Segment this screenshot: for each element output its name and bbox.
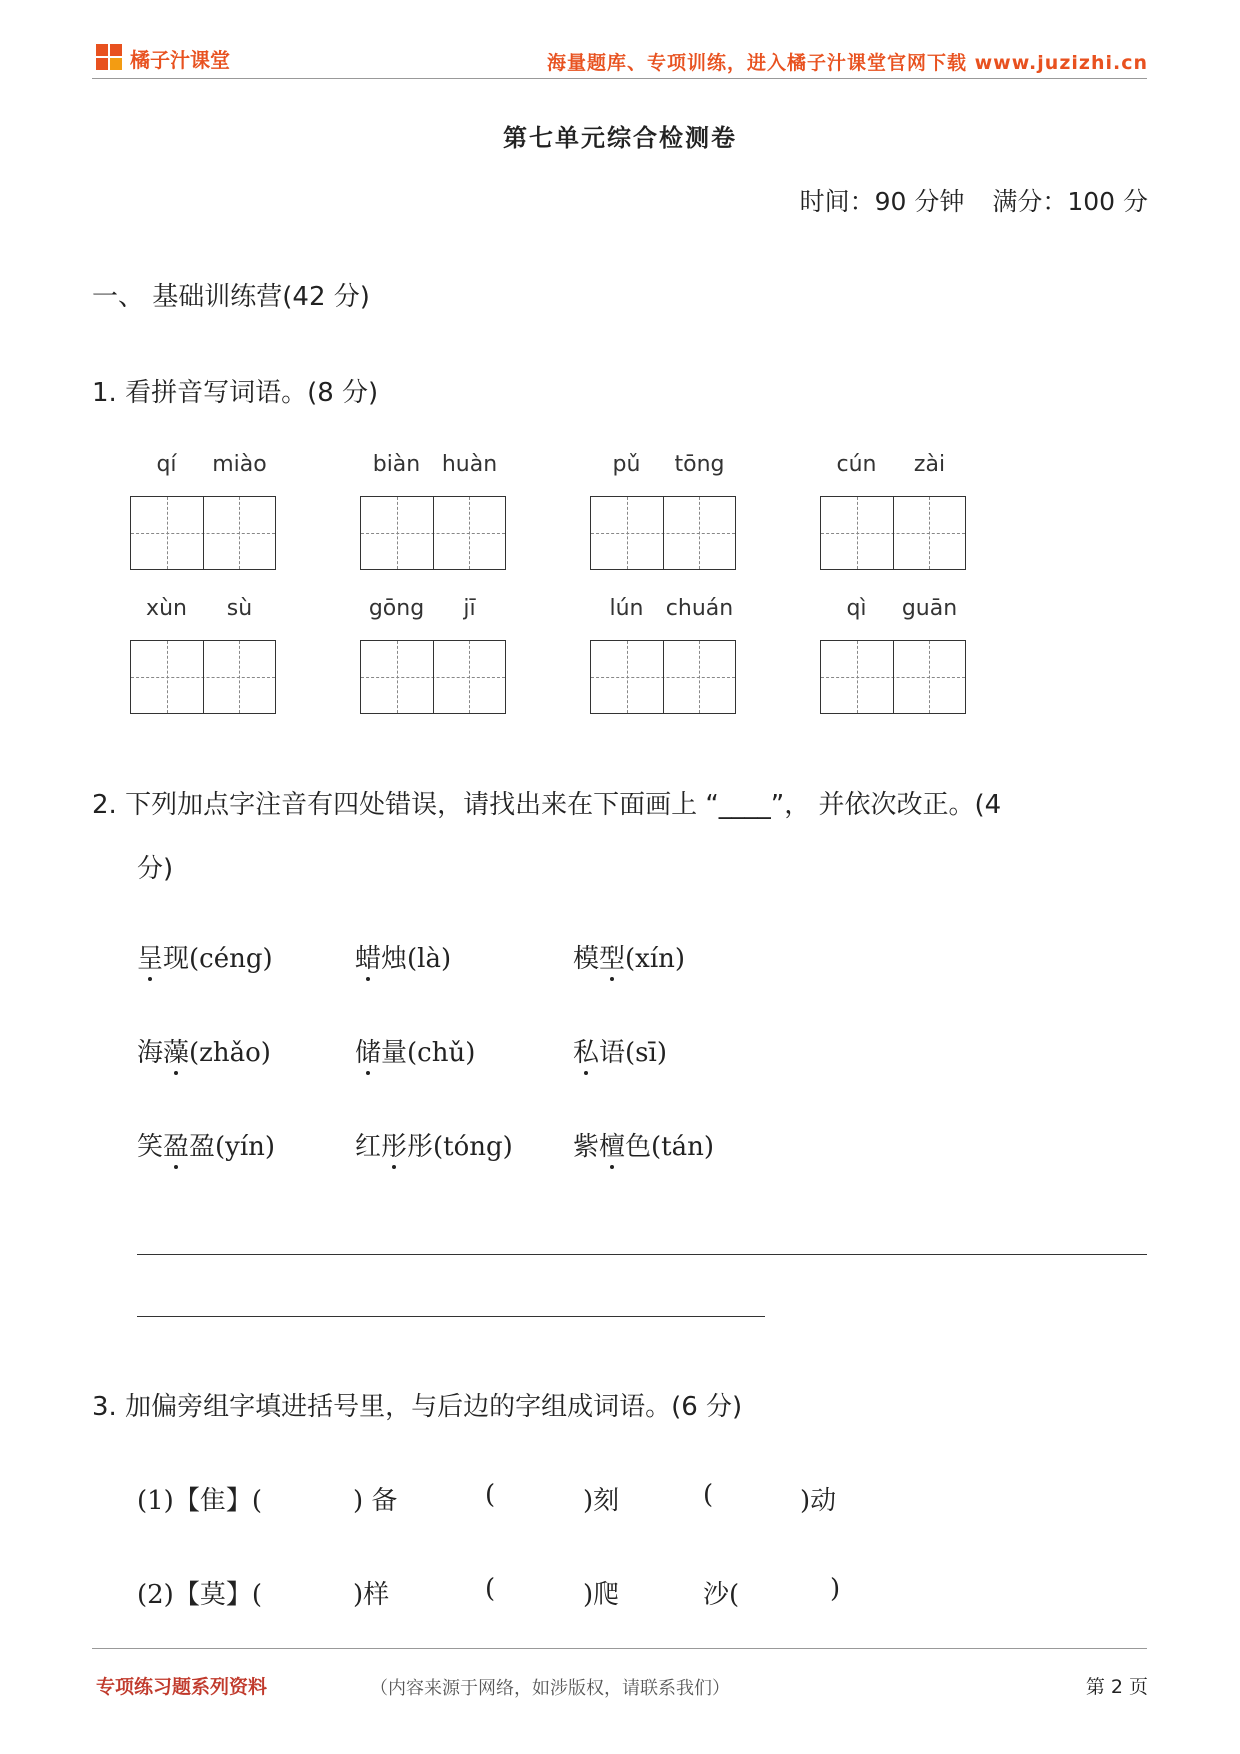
pinyin-check-item[interactable]	[137, 1032, 271, 1069]
item-text-post: 盈(yín)	[189, 1132, 276, 1162]
pinyin-syllable: qì	[846, 596, 867, 621]
pinyin-syllable: pǔ	[612, 452, 641, 477]
exam-score: 满分：100 分	[992, 187, 1148, 216]
dotted-char: 呈	[137, 938, 163, 975]
item-text-post: 语(sī)	[599, 1038, 667, 1068]
pinyin-syllable: biàn	[372, 452, 421, 477]
q3-row-2-b: (	[485, 1574, 496, 1604]
q3-row-1-e: )动	[800, 1486, 837, 1516]
dotted-char: 型	[599, 938, 625, 975]
footer-rule	[92, 1648, 1147, 1649]
dotted-char: 盈	[163, 1126, 189, 1163]
pinyin-check-item[interactable]	[355, 1126, 513, 1163]
pinyin-syllable: jī	[463, 596, 476, 621]
pinyin-check-item[interactable]	[573, 1126, 714, 1163]
q3-row-1-a: ) 备	[353, 1486, 398, 1516]
exam-time: 时间：90 分钟	[799, 187, 965, 216]
header-ad[interactable]: 海量题库、专项训练，进入橘子汁课堂官网下载 www.juzizhi.cn	[547, 52, 1148, 74]
question-3: 3. 加偏旁组字填进括号里，与后边的字组成词语。(6 分)	[92, 1392, 743, 1422]
item-text-pre: 红	[355, 1132, 382, 1162]
pinyin-syllable: sù	[226, 596, 253, 621]
pinyin-syllable: tōng	[674, 452, 725, 477]
item-text-pre: 紫	[573, 1132, 600, 1162]
pinyin-syllable: gōng	[368, 596, 425, 621]
item-text-post: (xín)	[625, 944, 686, 974]
pinyin-syllable: huàn	[441, 452, 498, 477]
tianzi-box[interactable]	[360, 496, 506, 570]
dotted-char: 私	[573, 1032, 599, 1069]
item-text-pre: 笑	[137, 1132, 164, 1162]
tianzi-box[interactable]	[820, 640, 966, 714]
item-text-post: (zhǎo)	[189, 1038, 271, 1068]
dotted-char: 蜡	[355, 938, 381, 975]
tianzi-box[interactable]	[130, 640, 276, 714]
dotted-char: 储	[355, 1032, 381, 1069]
q3-row-2-d: 沙(	[703, 1580, 740, 1610]
pinyin-check-item[interactable]	[355, 1032, 475, 1069]
q3-row-1-head: (1)【隹】(	[137, 1486, 262, 1516]
pinyin-syllable: guān	[901, 596, 958, 621]
pinyin-syllable: chuán	[665, 596, 734, 621]
section-heading: 一、 基础训练营(42 分)	[92, 282, 370, 312]
tianzi-box[interactable]	[820, 496, 966, 570]
item-text-post: 量(chǔ)	[381, 1038, 476, 1068]
pinyin-check-item[interactable]	[137, 938, 273, 975]
question-1: 1. 看拼音写词语。(8 分)	[92, 378, 379, 408]
pinyin-syllable: cún	[836, 452, 877, 477]
tianzi-box[interactable]	[360, 640, 506, 714]
brand-logo-icon	[96, 44, 124, 72]
page-title: 第七单元综合检测卷	[503, 124, 737, 152]
footer-disclaimer: （内容来源于网络，如涉版权，请联系我们）	[370, 1678, 730, 1699]
exam-meta	[772, 182, 1148, 218]
pinyin-syllable: zài	[913, 452, 946, 477]
page-number: 第 2 页	[1085, 1676, 1148, 1698]
header-rule	[92, 78, 1147, 79]
pinyin-syllable: miào	[212, 452, 267, 477]
tianzi-box[interactable]	[590, 640, 736, 714]
question-2-line1: 2. 下列加点字注音有四处错误，请找出来在下面画上 “____”， 并依次改正。(4	[92, 790, 1002, 820]
footer-series: 专项练习题系列资料	[96, 1676, 268, 1698]
item-text-pre: 海	[137, 1038, 164, 1068]
q3-row-1-b: (	[485, 1480, 496, 1510]
pinyin-syllable: lún	[609, 596, 644, 621]
q3-row-1-c: )刻	[583, 1486, 620, 1516]
brand-name: 橘子汁课堂	[130, 48, 230, 72]
q3-row-2-head: (2)【莫】(	[137, 1580, 262, 1610]
pinyin-check-item[interactable]	[137, 1126, 275, 1163]
dotted-char: 彤	[381, 1126, 407, 1163]
dotted-char: 藻	[163, 1032, 189, 1069]
answer-line[interactable]	[137, 1316, 765, 1317]
tianzi-box[interactable]	[590, 496, 736, 570]
tianzi-box[interactable]	[130, 496, 276, 570]
pinyin-syllable: xùn	[146, 596, 187, 621]
q3-row-2-e: )	[830, 1574, 841, 1604]
pinyin-syllable: qí	[156, 452, 177, 477]
pinyin-check-item[interactable]	[355, 938, 451, 975]
pinyin-check-item[interactable]	[573, 1032, 667, 1069]
q3-row-2-a: )样	[353, 1580, 390, 1610]
item-text-post: 现(céng)	[163, 944, 273, 974]
item-text-post: 彤(tóng)	[407, 1132, 513, 1162]
item-text-post: 色(tán)	[625, 1132, 715, 1162]
answer-line[interactable]	[137, 1254, 1147, 1255]
pinyin-check-item[interactable]	[573, 938, 685, 975]
dotted-char: 檀	[599, 1126, 625, 1163]
item-text-post: 烛(là)	[381, 944, 452, 974]
q3-row-1-d: (	[703, 1480, 714, 1510]
q3-row-2-c: )爬	[583, 1580, 620, 1610]
item-text-pre: 模	[573, 944, 600, 974]
question-2-line2: 分)	[137, 854, 174, 884]
